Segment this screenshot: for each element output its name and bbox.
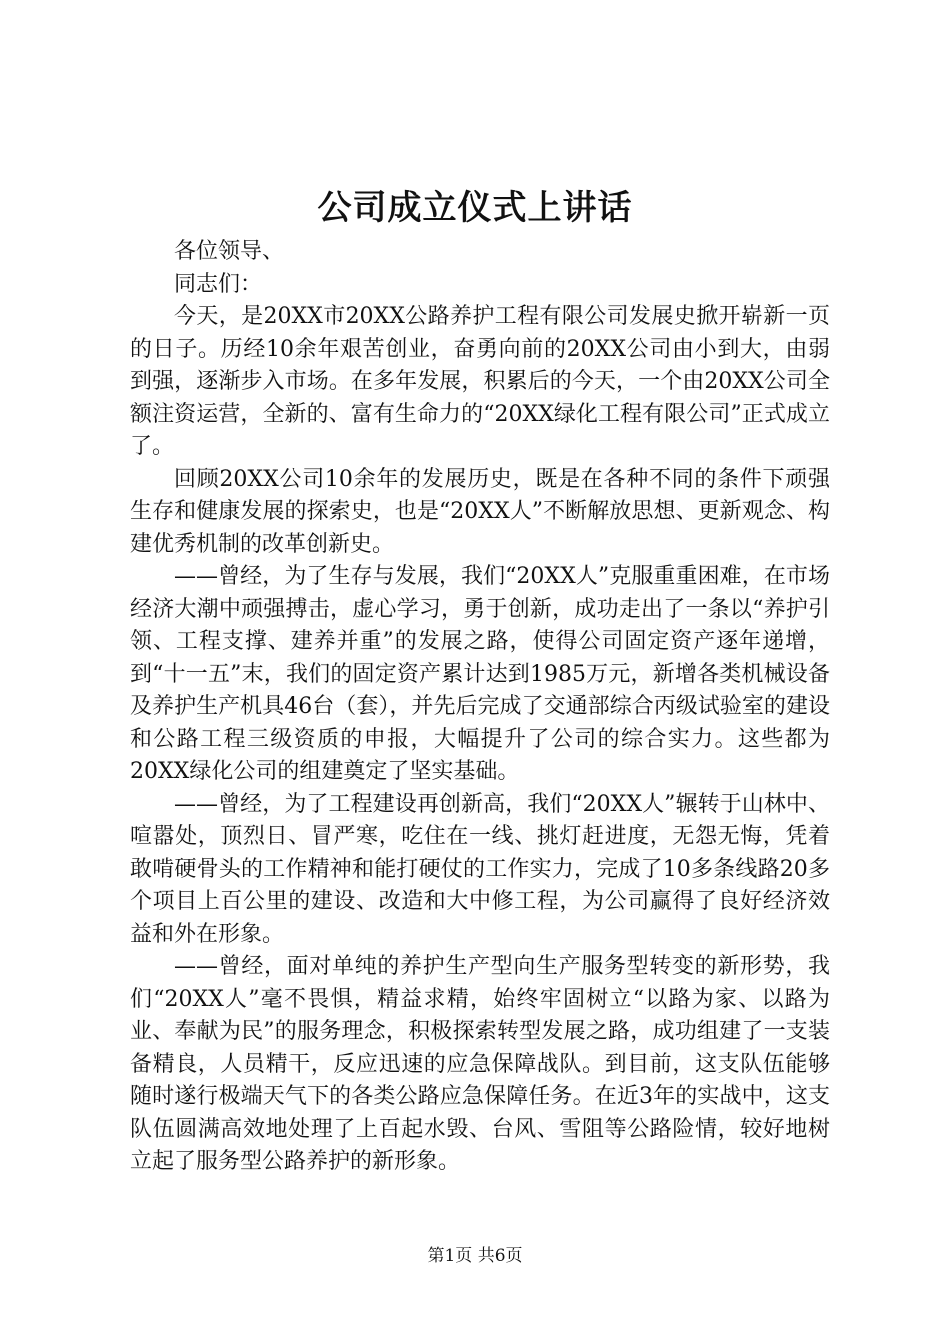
paragraph: ——曾经，面对单纯的养护生产型向生产服务型转变的新形势，我们“20XX人”毫不畏惧，精益求精，始终牢固树立“以路为家、以路为业、奉献为民”的服务理念，积极探索转型发展之路，成功组建了一支装备精良，人员精干，反应迅速的应急保障战队。到目前，这支队伍能够随时遂行极端天气下的各类公路应急保障任务。在近3年的实战中，这支队伍圆满高效地处理了上百起水毁、台风、雪阻等公路险情，较好地树立起了服务型公路养护的新形象。 bbox=[130, 954, 830, 1174]
greeting-line-1: 各位领导、 bbox=[174, 239, 285, 264]
paragraph: ——曾经，为了工程建设再创新高，我们“20XX人”辗转于山林中、喧嚣处，顶烈日、冒严寒，吃住在一线、挑灯赶进度，无怨无悔，凭着敢啃硬骨头的工作精神和能打硬仗的工作实力，完成了10多条线路20多个项目上百公里的建设、改造和大中修工程，为公司赢得了良好经济效益和外在形象。 bbox=[130, 791, 830, 947]
paragraph: ——曾经，为了生存与发展，我们“20XX人”克服重重困难，在市场经济大潮中顽强搏击，虚心学习，勇于创新，成功走出了一条以“养护引领、工程支撑、建养并重”的发展之路，使得公司固定资产逐年递增，到“十一五”末，我们的固定资产累计达到1985万元，新增各类机械设备及养护生产机具46台（套），并先后完成了交通部综合丙级试验室的建设和公路工程三级资质的申报，大幅提升了公司的综合实力。这些都为20XX绿化公司的组建奠定了坚实基础。 bbox=[130, 564, 830, 784]
paragraph: 今天，是20XX市20XX公路养护工程有限公司发展史掀开崭新一页的日子。历经10余年艰苦创业，奋勇向前的20XX公司由小到大，由弱到强，逐渐步入市场。在多年发展，积累后的今天，一个由20XX公司全额注资运营，全新的、富有生命力的“20XX绿化工程有限公司”正式成立了。 bbox=[130, 304, 830, 459]
paragraph: 回顾20XX公司10余年的发展历史，既是在各种不同的条件下顽强生存和健康发展的探索史，也是“20XX人”不断解放思想、更新观念、构建优秀机制的改革创新史。 bbox=[130, 466, 830, 557]
document-body bbox=[130, 236, 830, 1179]
page-number-footer: 第1页 共6页 bbox=[427, 1246, 523, 1266]
document-title: 公司成立仪式上讲话 bbox=[317, 188, 633, 228]
greeting-line-2: 同志们： bbox=[174, 271, 263, 297]
